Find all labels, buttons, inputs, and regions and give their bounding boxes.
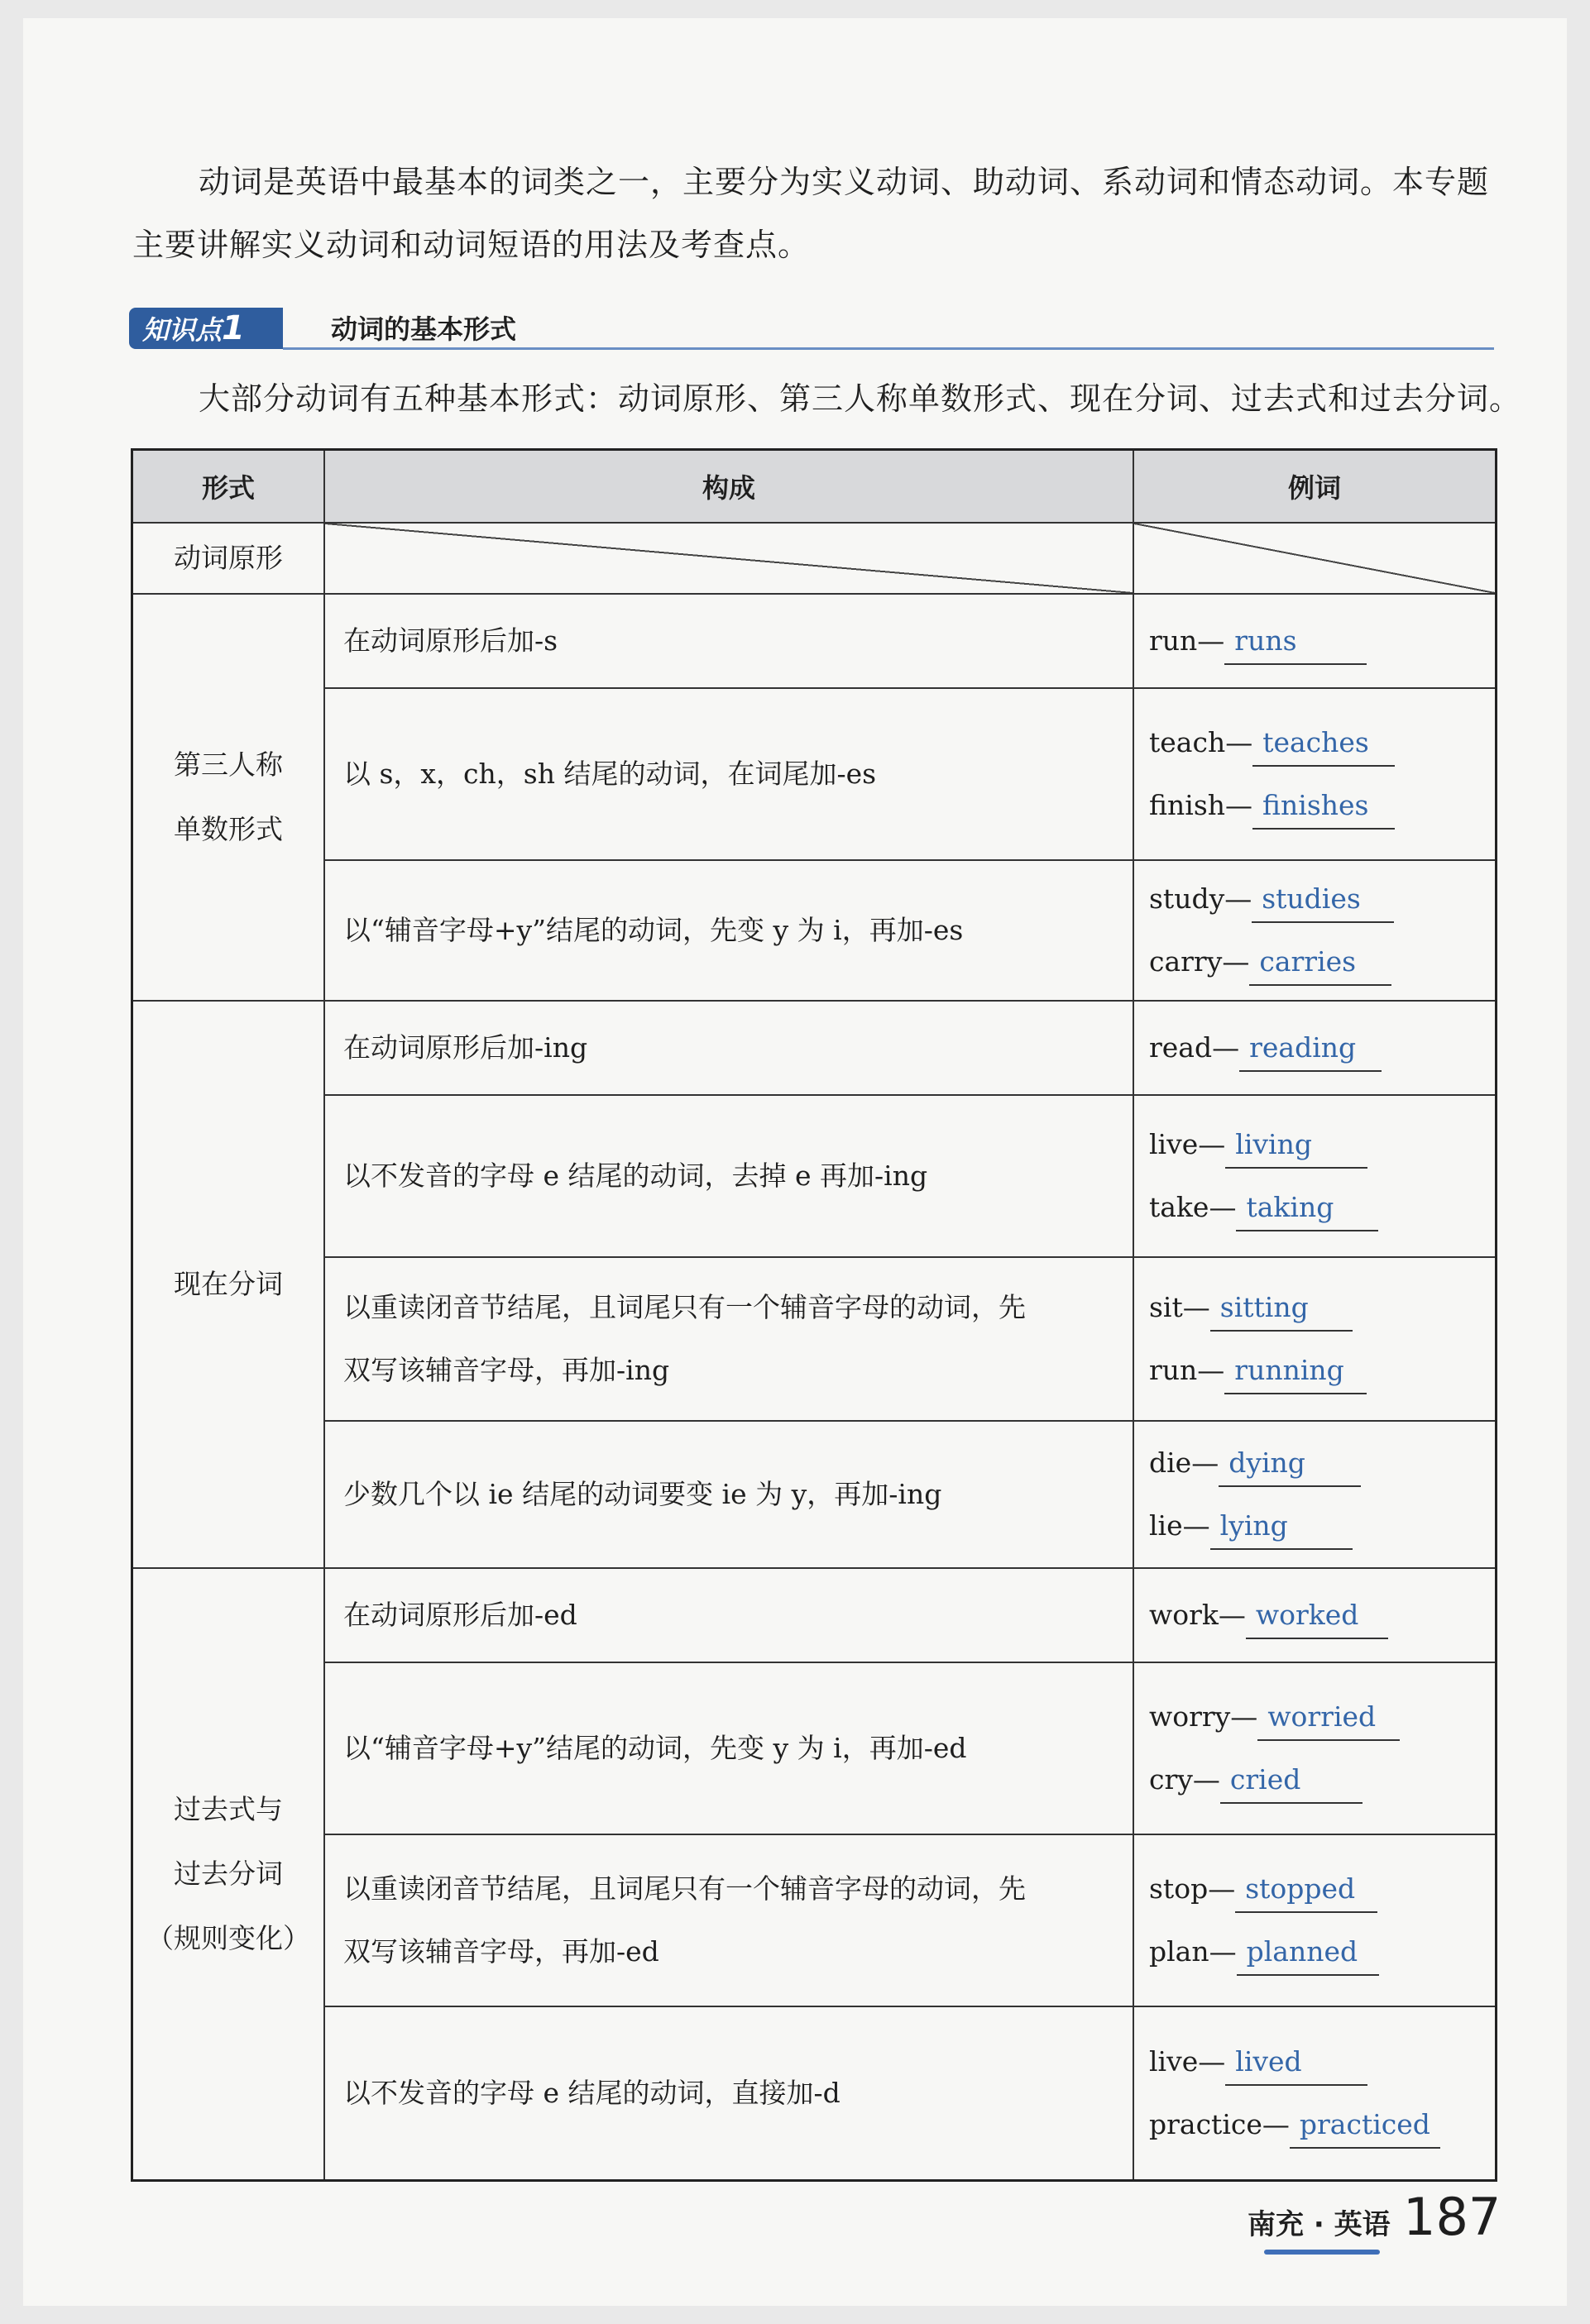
section-title: 动词的基本形式 [331,313,517,345]
table-row [132,1095,1497,1257]
answer-blank: lived [1225,2039,1367,2086]
header-rule: 构成 [324,450,1133,524]
intro-text: 动词是英语中最基本的词类之一，主要分为实义动词、助动词、系动词和情态动词。本专题主要讲解实义动词和动词短语的用法及考查点。 [132,164,1490,263]
example-cell [1133,860,1497,1001]
rule-text: 双写该辅音字母，再加-ing [343,1354,670,1386]
example-cell [1133,594,1497,688]
table-row [132,594,1497,688]
example-cell [1133,1095,1497,1257]
form-label: 第三人称 [174,748,283,781]
example-word: cry— [1149,1763,1220,1796]
form-label: 过去式与 [174,1792,283,1825]
table-row [132,1421,1497,1568]
rule-cell: 以“辅音字母+y”结尾的动词，先变 y 为 i，再加-ed [324,1662,1133,1834]
example-word: run— [1149,1354,1225,1386]
answer-blank: studies [1252,877,1394,923]
answer-blank: runs [1224,619,1367,665]
footer-accent-bar [1264,2250,1380,2255]
table-row [132,860,1497,1001]
example-word: sit— [1149,1291,1210,1323]
footer-subject: 南充 · 英语 [1248,2208,1391,2241]
example-word: teach— [1149,726,1253,758]
intro-paragraph [132,151,1497,276]
answer-blank: finishes [1252,783,1395,830]
example-word: die— [1149,1447,1219,1479]
example-word: run— [1149,624,1225,657]
rule-cell [324,1257,1133,1421]
empty-diagonal-cell [1133,523,1497,594]
badge-number: 1 [222,309,245,347]
rule-cell: 少数几个以 ie 结尾的动词要变 ie 为 y，再加-ing [324,1421,1133,1568]
empty-diagonal-cell [324,523,1133,594]
example-cell [1133,1568,1497,1662]
example-word: plan— [1149,1935,1237,1968]
form-cell: 动词原形 [132,523,325,594]
example-cell [1133,1001,1497,1095]
rule-cell: 以“辅音字母+y”结尾的动词，先变 y 为 i，再加-es [324,860,1133,1001]
example-cell [1133,1662,1497,1834]
knowledge-point-badge [129,308,283,349]
rule-cell: 以不发音的字母 e 结尾的动词，直接加-d [324,2006,1133,2180]
example-cell [1133,2006,1497,2180]
rule-cell [324,1834,1133,2006]
example-word: lie— [1149,1509,1210,1542]
table-row [132,523,1497,594]
example-cell [1133,1257,1497,1421]
form-label: （规则变化） [146,1921,310,1954]
table-row [132,2006,1497,2180]
answer-blank: dying [1219,1441,1361,1487]
answer-blank: teaches [1252,720,1395,767]
example-word: carry— [1149,945,1250,978]
rule-cell: 在动词原形后加-ing [324,1001,1133,1095]
rule-cell: 以不发音的字母 e 结尾的动词，去掉 e 再加-ing [324,1095,1133,1257]
table-header-row [132,450,1497,524]
answer-blank: cried [1220,1757,1363,1804]
example-word: worry— [1149,1700,1258,1733]
example-word: study— [1149,882,1252,915]
answer-blank: taking [1236,1185,1378,1231]
table-row [132,1834,1497,2006]
answer-blank: planned [1237,1929,1379,1976]
answer-blank: living [1225,1122,1367,1169]
answer-blank: worked [1246,1593,1388,1639]
answer-blank: sitting [1210,1285,1353,1332]
table-row [132,1662,1497,1834]
example-word: read— [1149,1031,1240,1064]
example-word: work— [1149,1599,1246,1631]
answer-blank: worried [1257,1695,1400,1741]
section-description: 大部分动词有五种基本形式：动词原形、第三人称单数形式、现在分词、过去式和过去分词。 [199,380,1522,417]
example-word: practice— [1149,2107,1290,2140]
answer-blank: reading [1239,1026,1382,1072]
form-cell: 现在分词 [132,1001,325,1568]
answer-blank: practiced [1290,2102,1440,2149]
form-label: 单数形式 [174,813,283,845]
answer-blank: lying [1210,1504,1353,1550]
answer-blank: running [1224,1348,1367,1394]
rule-text: 以重读闭音节结尾，且词尾只有一个辅音字母的动词，先 [343,1872,1026,1905]
example-word: live— [1149,2044,1226,2078]
answer-blank: carries [1249,940,1391,986]
example-cell [1133,1834,1497,2006]
header-example: 例词 [1133,450,1497,524]
section-underline [283,347,1494,350]
example-cell [1133,688,1497,860]
table-row [132,1568,1497,1662]
verb-forms-table [131,448,1497,2182]
form-cell [132,1568,325,2180]
header-form: 形式 [132,450,325,524]
example-word: finish— [1149,789,1253,821]
table-row [132,688,1497,860]
table-row [132,1257,1497,1421]
example-word: take— [1149,1191,1237,1223]
form-label: 过去分词 [174,1857,283,1890]
example-word: live— [1149,1128,1226,1160]
rule-cell: 以 s，x，ch，sh 结尾的动词，在词尾加-es [324,688,1133,860]
rule-text: 以重读闭音节结尾，且词尾只有一个辅音字母的动词，先 [343,1291,1026,1323]
form-cell [132,594,325,1001]
example-word: stop— [1149,1872,1236,1905]
textbook-page [23,18,1567,2306]
knowledge-point-header [129,308,1494,351]
answer-blank: stopped [1235,1867,1377,1913]
rule-cell: 在动词原形后加-ed [324,1568,1133,1662]
table-row [132,1001,1497,1095]
page-number: 187 [1403,2187,1501,2247]
example-cell [1133,1421,1497,1568]
rule-cell: 在动词原形后加-s [324,594,1133,688]
rule-text: 双写该辅音字母，再加-ed [343,1935,659,1968]
badge-label: 知识点 [142,314,223,346]
